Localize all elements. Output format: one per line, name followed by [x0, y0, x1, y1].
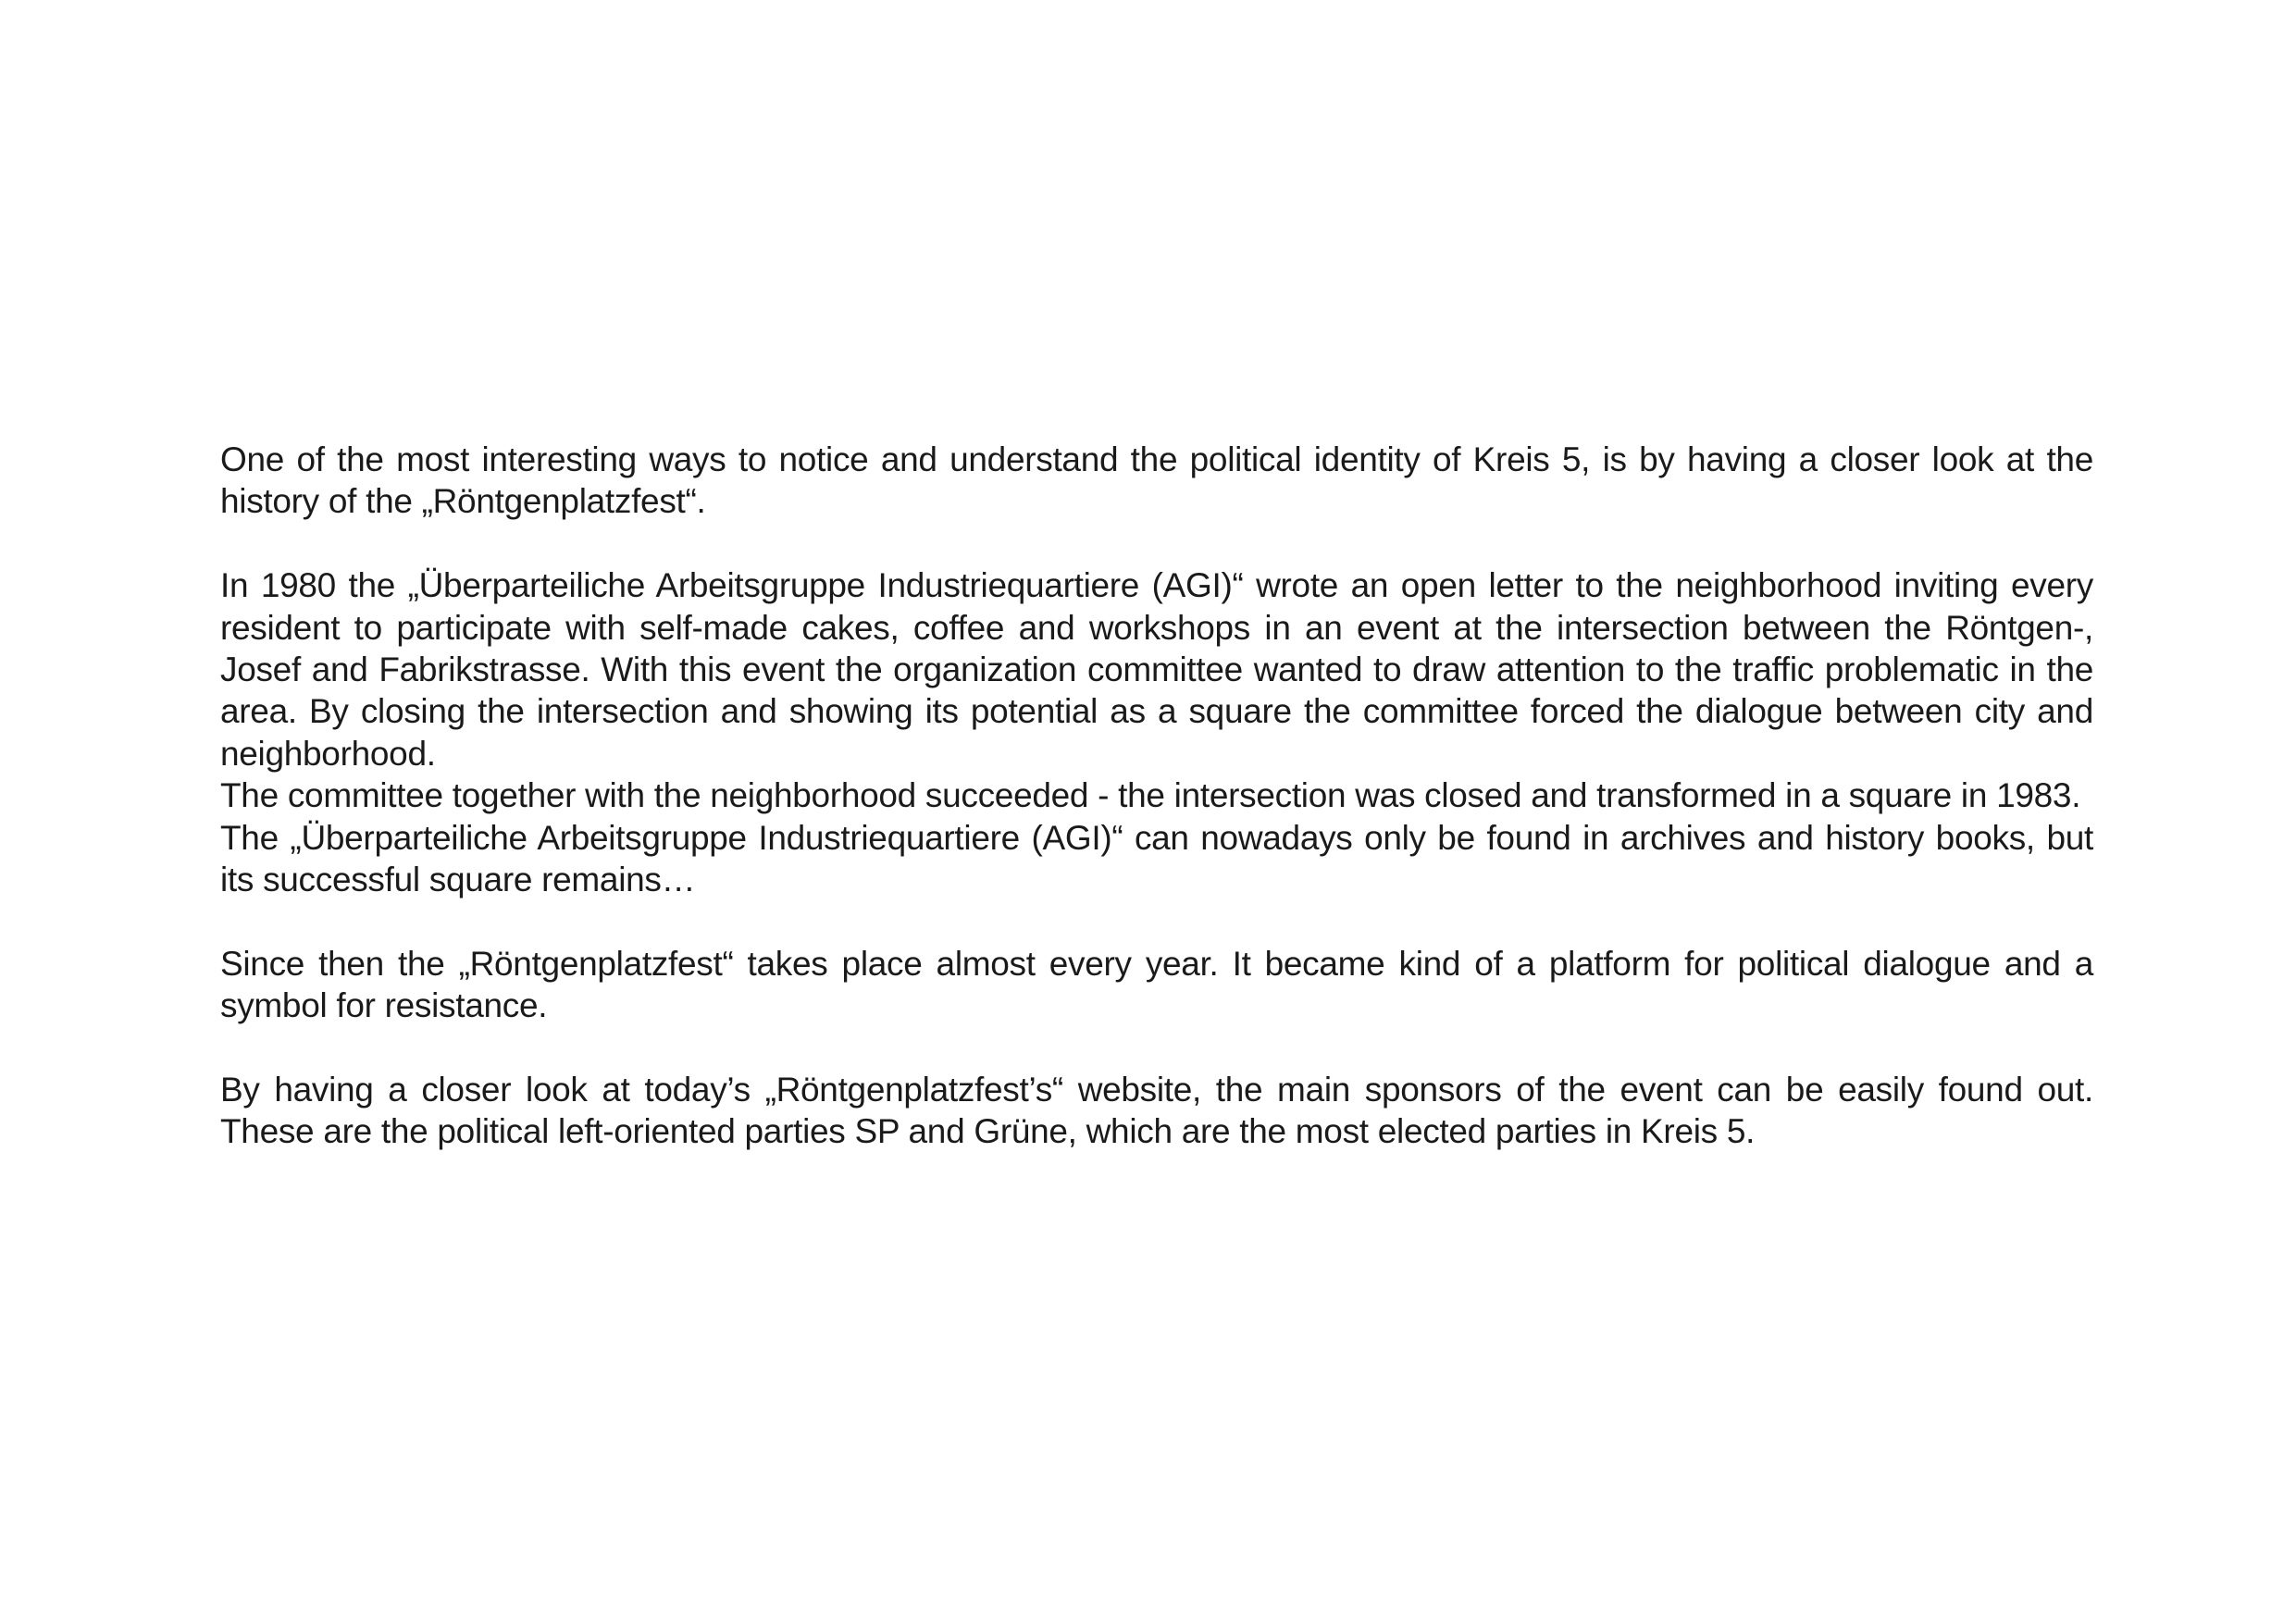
paragraph-spacer: [220, 523, 2093, 564]
paragraph-since-then: Since then the „Röntgenplatzfest“ takes place almost every year. It became kind of a platform for political dialogue and a symbol for resistance.: [220, 944, 2093, 1025]
body-text: [220, 439, 2093, 1153]
paragraph-spacer: [220, 1027, 2093, 1069]
paragraph-intro: One of the most interesting ways to notice and understand the political identity of Kreis 5, is by having a closer look at the history of the „Röntgenplatzfest“.: [220, 440, 2093, 521]
paragraph-history-1980: In 1980 the „Überparteiliche Arbeitsgruppe Industriequartiere (AGI)“ wrote an open letter to the neighborhood inviting every resident to participate with self-made cakes, coffee and workshops in an event at the intersection between the Röntgen-, Josef and Fabrikstrasse. With this event the organization committee wanted to draw attention to the traffic problematic in the area. By closing the intersection and showing its potential as a square the committee forced the dialogue between city and neighborhood.: [220, 566, 2093, 773]
paragraph-agi-archives: The „Überparteiliche Arbeitsgruppe Industriequartiere (AGI)“ can nowadays only be found in archives and history books, but its successful square remains…: [220, 818, 2093, 899]
paragraph-spacer: [220, 900, 2093, 942]
paragraph-history-1983: The committee together with the neighborhood succeeded - the intersection was closed and transformed in a square in 1983.: [220, 776, 2081, 815]
paragraph-sponsors: By having a closer look at today’s „Röntgenplatzfest’s“ website, the main sponsors of the event can be easily found out. These are the political left-oriented parties SP and Grüne, which are the most elected parties in Kreis 5.: [220, 1071, 2093, 1151]
